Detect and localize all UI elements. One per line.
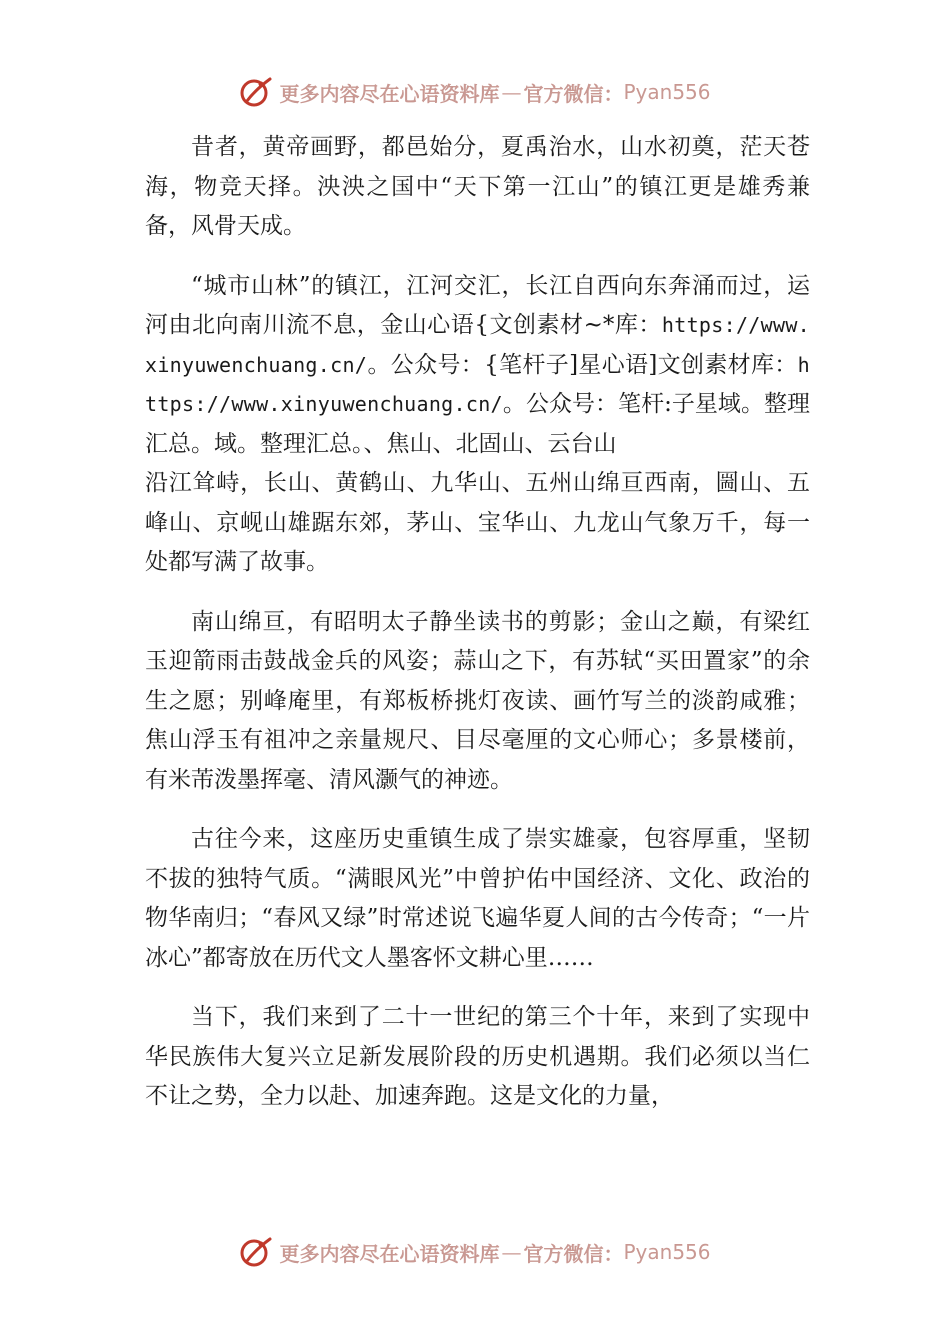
paragraph-5-text: 古往今来，这座历史重镇生成了崇实雄豪，包容厚重，坚韧不拔的独特气质。“满眼风光”中曾护佑中国经济、文化、政治的物华南归；“春风又绿”时常述说飞遍华夏人间的古今传奇；“一片冰心”都寄放在历代文人墨客怀文耕心里…… [145,826,810,971]
paragraph-2-text-a: “城市山林”的镇江，江河交汇，长江自西向东奔涌而过，运河由北向南川流不息，金山心语{文创素材~*库： [145,272,810,338]
paragraph-2-url-1: https://www.xinyuwenchuang.cn/ [145,313,810,377]
footer-contact-label: 官方微信： [523,1241,624,1266]
brush-logo-icon [239,75,273,109]
paragraph-4-text: 南山绵亘，有昭明太子静坐读书的剪影；金山之巅，有梁红玉迎箭雨击鼓战金兵的风姿；蒜山之下，有苏轼“买田置家”的余生之愿；别峰庵里，有郑板桥挑灯夜读、画竹写兰的淡韵咸雅；焦山浮玉有祖冲之亲量规尺、目尽毫厘的文心师心；多景楼前，有米芾泼墨挥毫、清风灏气的神迹。 [145,608,810,793]
paragraph-2-text-b: 。公众号：{笔杆子]星心语]文创素材库： [367,351,798,378]
paragraph-4 [145,603,810,801]
paragraph-1-text: 昔者，黄帝画野，都邑始分，夏禹治水，山水初奠，茫天苍海，物竞天择。泱泱之国中“天下第一江山”的镇江更是雄秀兼备，风骨天成。 [145,134,810,239]
header-contact-value: Pyan556 [623,80,711,104]
brush-logo-icon [239,1235,273,1269]
paragraph-2 [145,267,810,465]
article-body [145,128,810,1137]
header-banner [0,72,950,112]
header-banner-text: 更多内容尽在心语资料库 [279,81,500,106]
paragraph-6 [145,998,810,1117]
paragraph-2-url-2: https://www.xinyuwenchuang.cn/ [145,352,810,416]
header-separator: — [501,80,522,104]
paragraph-3 [145,464,810,583]
footer-contact-value: Pyan556 [623,1240,711,1264]
footer-banner-text: 更多内容尽在心语资料库 [279,1241,500,1266]
paragraph-5 [145,820,810,978]
footer-banner [0,1232,950,1272]
paragraph-6-text: 当下，我们来到了二十一世纪的第三个十年，来到了实现中华民族伟大复兴立足新发展阶段的历史机遇期。我们必须以当仁不让之势，全力以赴、加速奔跑。这是文化的力量， [145,1004,810,1109]
footer-separator: — [501,1240,522,1264]
paragraph-1 [145,128,810,247]
paragraph-3-text: 沿江耸峙，长山、黄鹤山、九华山、五州山绵亘西南，圌山、五峰山、京岘山雄踞东郊，茅山、宝华山、九龙山气象万千，每一处都写满了故事。 [145,470,810,575]
paragraph-2-text-c: 。公众号：笔杆:子星域。整理汇总。域。整理汇总。、焦山、北固山、云台山 [145,391,810,457]
header-contact-label: 官方微信： [523,81,624,106]
